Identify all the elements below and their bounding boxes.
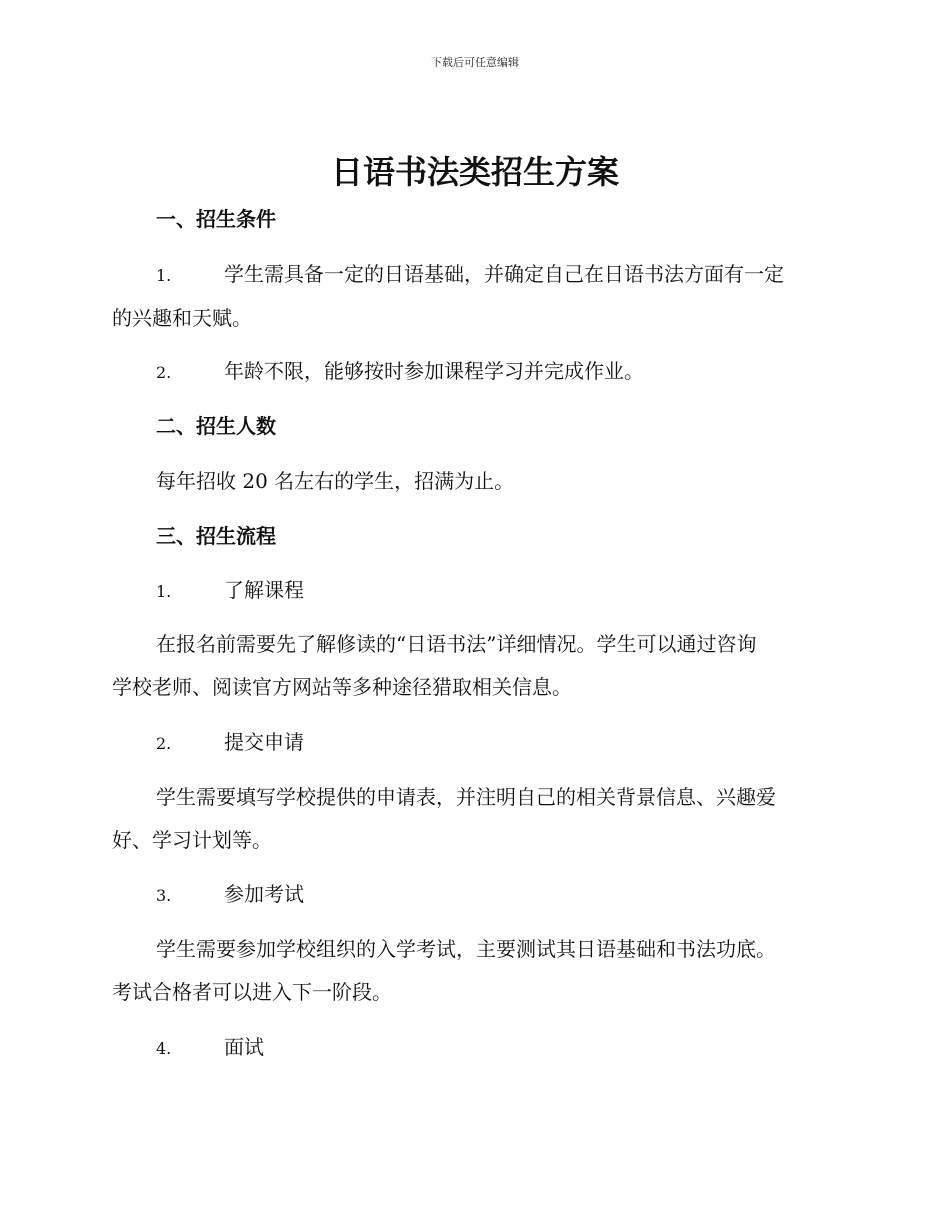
step-item [112, 1026, 842, 1070]
step-item [112, 721, 842, 765]
step-number: 1. [156, 582, 172, 601]
step-description [112, 623, 842, 709]
step-label: 提交申请 [224, 730, 304, 754]
step-item [112, 873, 842, 917]
item-number: 1. [156, 266, 172, 285]
item-text: 学生需具备一定的日语基础，并确定自己在日语书法方面有一定 [224, 262, 784, 286]
step-description [112, 928, 842, 1014]
step-desc-continued: 好、学习计划等。 [112, 828, 272, 852]
step-item [112, 569, 842, 613]
list-item [112, 253, 842, 340]
document-title: 日语书法类招生方案 [330, 153, 619, 191]
item-number: 2. [156, 363, 172, 382]
step-description [112, 776, 842, 862]
item-text: 年龄不限，能够按时参加课程学习并完成作业。 [224, 359, 644, 383]
step-desc-continued: 学校老师、阅读官方网站等多种途径猎取相关信息。 [112, 675, 572, 699]
header-note: 下载后可任意编辑 [431, 56, 519, 69]
step-desc-line: 在报名前需要先了解修读的“日语书法”详细情况。学生可以通过咨询 [156, 632, 757, 656]
paragraph: 每年招收 20 名左右的学生，招满为止。 [156, 469, 515, 493]
step-number: 2. [156, 734, 172, 753]
step-number: 4. [156, 1039, 172, 1058]
section-heading-2: 二、招生人数 [156, 414, 276, 438]
step-label: 参加考试 [224, 882, 304, 906]
step-label: 了解课程 [224, 578, 304, 602]
step-number: 3. [156, 886, 172, 905]
step-label: 面试 [224, 1035, 264, 1059]
step-desc-line: 学生需要参加学校组织的入学考试，主要测试其日语基础和书法功底。 [156, 937, 776, 961]
step-desc-line: 学生需要填写学校提供的申请表，并注明自己的相关背景信息、兴趣爱 [156, 785, 776, 809]
list-item [112, 350, 842, 394]
step-desc-continued: 考试合格者可以进入下一阶段。 [112, 980, 392, 1004]
section-heading-3: 三、招生流程 [156, 524, 276, 548]
section-heading-1: 一、招生条件 [156, 207, 276, 231]
item-text-continued: 的兴趣和天赋。 [112, 306, 252, 330]
